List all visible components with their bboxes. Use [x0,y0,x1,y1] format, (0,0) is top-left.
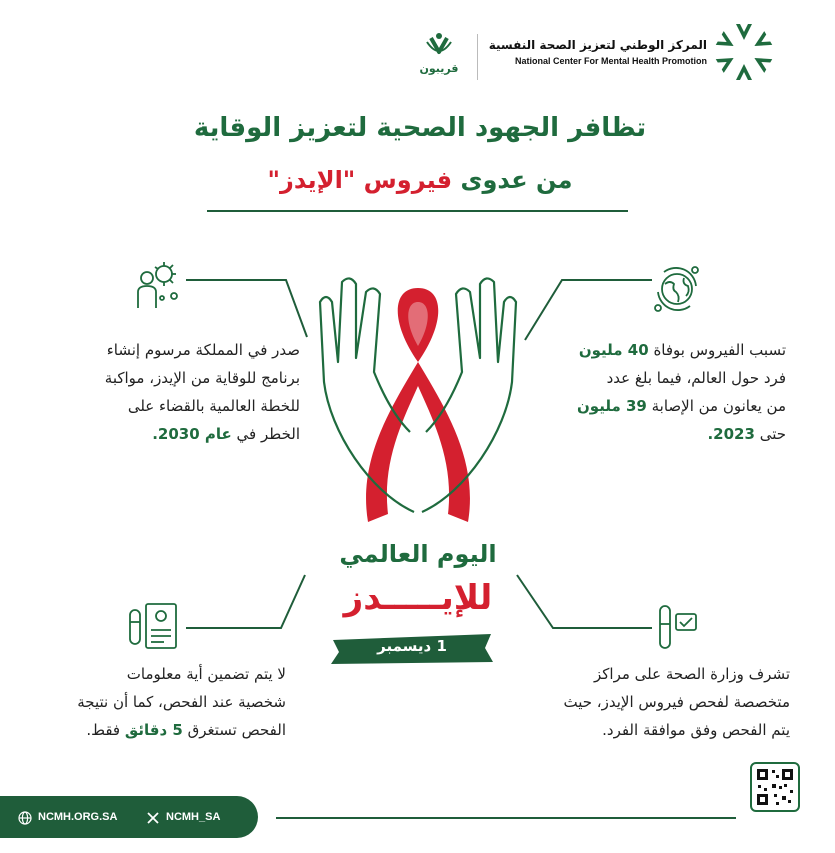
org-name-arabic: المركز الوطني لتعزيز الصحة النفسية [488,38,707,52]
person-virus-icon [134,258,180,312]
globe-virus-icon [650,262,704,316]
br-line1: تشرف وزارة الصحة على مراكز [594,665,790,683]
bl-line3 [24,716,286,744]
bl-text3: الفحص تستغرق [182,721,286,739]
tr-line4 [528,420,786,448]
tr-bold3: 2023. [707,425,755,443]
world-day-label: اليوم العالمي [339,540,497,568]
tr-text3: من يعانون من الإصابة [646,397,786,415]
main-title-line1: تظافر الجهود الصحية لتعزيز الوقاية [193,113,647,143]
title-line2-highlight: فيروس "الإيدز" [267,166,453,194]
test-tube-check-icon [654,602,700,652]
text-block-bottom-left [24,660,286,744]
tr-bold2: 39 مليون [577,397,647,415]
br-line3: يتم الفحص وفق موافقة الفرد. [602,721,790,739]
tr-line3 [528,392,786,420]
text-block-top-left [30,336,300,448]
tr-line1 [528,336,786,364]
x-logo-icon [146,810,160,824]
footer-line [276,817,736,819]
tr-bold1: 40 مليون [578,341,649,359]
date-label: 1 ديسمبر [377,637,447,655]
title-line2-prefix: من عدوى [452,166,573,194]
tl-line4 [30,420,300,448]
bl-text4: فقط. [86,721,125,739]
org-name-english: National Center For Mental Health Promotion [514,56,707,66]
br-line2: متخصصة لفحص فيروس الإيدز، حيث [563,693,790,711]
tl-bold1: عام 2030. [152,425,232,443]
tl-line3: للخطة العالمية بالقضاء على [127,397,300,415]
text-block-bottom-right [540,660,790,744]
tl-line1: صدر في المملكة مرسوم إنشاء [106,341,300,359]
tr-text4: حتى [754,425,786,443]
website-link[interactable]: NCMH.ORG.SA [38,811,118,823]
partner-name: قريبون [419,62,459,75]
test-document-icon [124,598,180,654]
globe-icon [18,810,32,824]
tl-text4: الخطر في [231,425,300,443]
aids-label: للإيـــــدز [343,578,493,618]
bl-bold1: 5 دقائق [124,721,183,739]
tl-line2: برنامج للوقاية من الإيدز، مواكبة [104,369,300,387]
tr-text1: تسبب الفيروس بوفاة [648,341,786,359]
x-handle-link[interactable]: NCMH_SA [166,811,221,823]
qr-code-icon[interactable] [750,762,800,812]
bl-line1: لا يتم تضمين أية معلومات [126,665,286,683]
bl-line2: شخصية عند الفحص، كما أن نتيجة [77,693,286,711]
hands-ribbon-illustration [310,262,526,532]
text-block-top-right [528,336,786,448]
tr-line2: فرد حول العالم، فيما بلغ عدد [606,369,786,387]
